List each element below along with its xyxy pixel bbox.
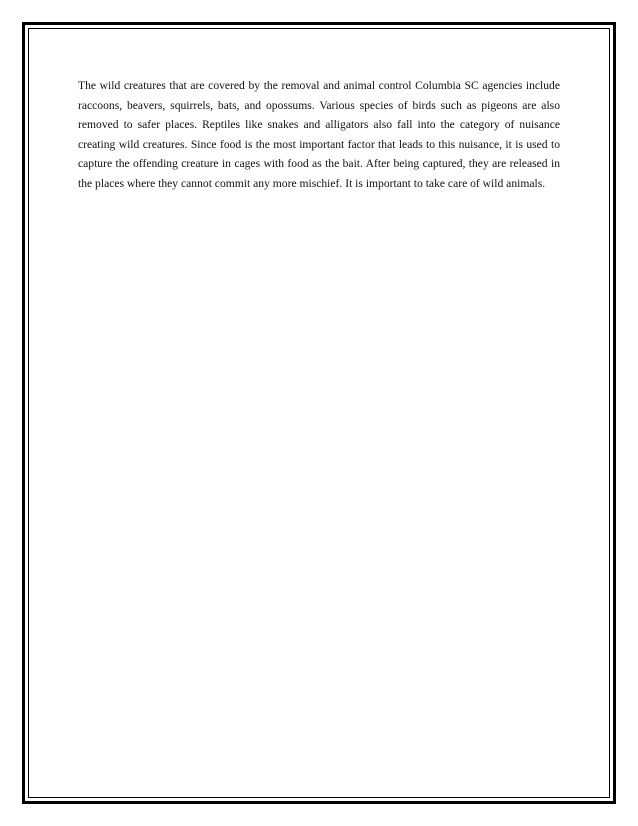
- body-paragraph: The wild creatures that are covered by the removal and animal control Columbia SC agencies include raccoons, beavers, squirrels, bats, and opossums. Various species of birds such as pigeons are also removed to safer places. Reptiles like snakes and alligators also fall into the category of nuisance creating wild creatures. Since food is the most important factor that leads to this nuisance, it is used to capture the offending creature in cages with food as the bait. After being captured, they are released in the places where they cannot commit any more mischief. It is important to take care of wild animals.: [78, 79, 560, 190]
